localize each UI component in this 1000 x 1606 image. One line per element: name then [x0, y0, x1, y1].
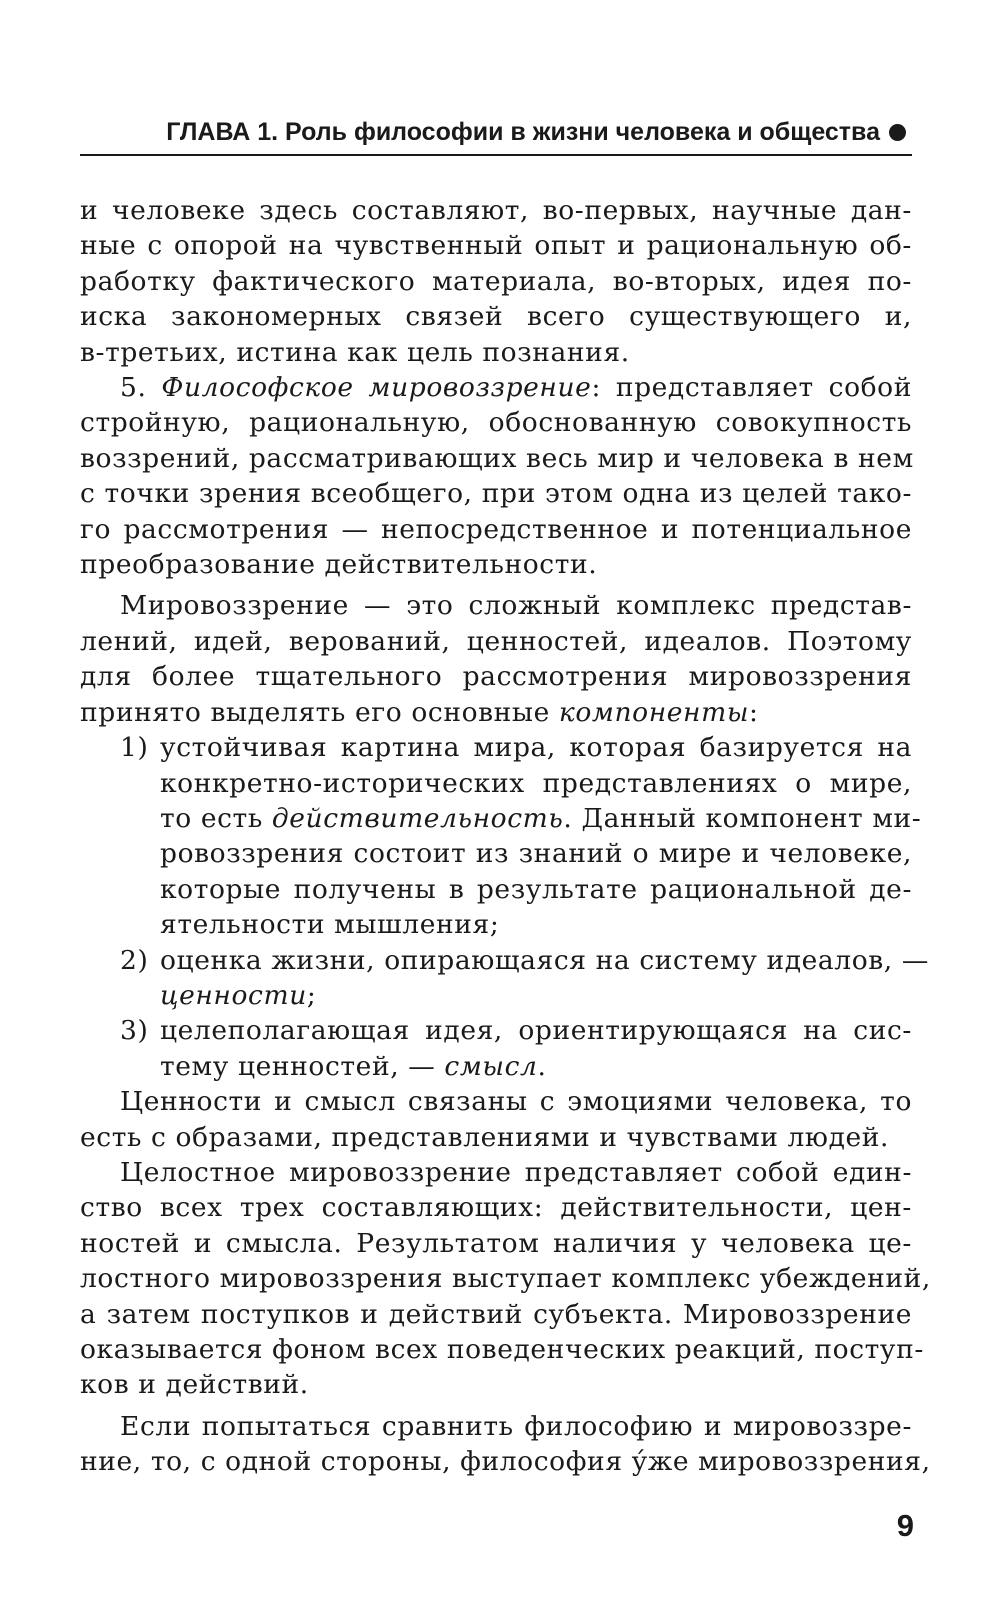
paragraph	[80, 1409, 931, 1480]
paragraph	[80, 370, 912, 582]
text-line	[80, 695, 912, 730]
text-line: ние, то, с одной стороны, философия у́же мировоззрения,	[80, 1446, 931, 1478]
text-line	[80, 801, 922, 836]
text-line	[80, 1049, 912, 1084]
text-line: Целостное мировоззрение представляет собой един-	[120, 1156, 912, 1188]
paragraph	[80, 588, 912, 730]
term-reality: действительность	[271, 802, 564, 834]
text-line: целеполагающая идея, ориентирующаяся на сис-	[160, 1015, 912, 1047]
text-line: и человеке здесь составляют, во-первых, научные дан-	[80, 195, 912, 226]
text-line: ство всех трех составляющих: действительности, цен-	[80, 1192, 912, 1224]
list-number: 1)	[120, 732, 149, 764]
text-line: ков и действий.	[80, 1369, 309, 1401]
text-line: в-третьих, истина как цель познания.	[80, 336, 630, 368]
term-meaning: смысл	[444, 1050, 538, 1082]
text-line: оценка жизни, опирающаяся на систему идеалов, —	[160, 944, 929, 976]
text-run: ;	[306, 979, 317, 1011]
text-line: конкретно-исторических представлениях о мире,	[160, 767, 912, 799]
text-line: Ценности и смысл связаны с эмоциями человека, то	[120, 1086, 912, 1118]
item-number: 5.	[120, 372, 162, 404]
paragraph	[80, 1155, 931, 1403]
chapter-title: ГЛАВА 1. Роль философии в жизни человека и общества	[166, 118, 880, 146]
text-line: преобразование действительности.	[80, 549, 598, 581]
list-number: 2)	[120, 944, 149, 976]
bullet-dot-icon	[889, 124, 906, 141]
text-line: лений, идей, верований, ценностей, идеалов. Поэтому	[80, 625, 912, 657]
text-line: ятельности мышления;	[160, 909, 500, 941]
term-philosophical-worldview: Философское мировоззрение	[161, 372, 592, 404]
text-line: иска закономерных связей всего существующего и,	[80, 301, 912, 333]
list-number: 3)	[120, 1015, 149, 1047]
term-components: компоненты	[558, 696, 749, 728]
text-line	[80, 978, 912, 1013]
text-line: с точки зрения всеобщего, при этом одна из целей тако-	[80, 478, 912, 510]
text-line: оказывается фоном всех поведенческих реакций, поступ-	[80, 1334, 924, 1365]
list-item	[80, 1013, 912, 1084]
running-header	[80, 110, 912, 156]
text-line: ностей и смысла. Результатом наличия у человека це-	[80, 1227, 912, 1259]
text-line: для более тщательного рассмотрения мировоззрения	[80, 661, 912, 693]
page-number: 9	[896, 1508, 914, 1543]
text-line: а затем поступков и действий субъекта. Мировоззрение	[80, 1298, 912, 1330]
text-line: го рассмотрения — непосредственное и потенциальное	[80, 513, 912, 545]
text-line: работку фактического материала, во-вторых, идея по-	[80, 265, 912, 297]
text-line: стройную, рациональную, обоснованную совокупность	[80, 407, 912, 439]
list-item	[80, 943, 929, 1014]
text-line: Мировоззрение — это сложный комплекс представ-	[120, 590, 912, 622]
paragraph	[80, 1084, 912, 1155]
term-values: ценности	[160, 979, 307, 1011]
text-line: лостного мировоззрения выступает комплекс убеждений,	[80, 1263, 931, 1295]
text-line: есть с образами, представлениями и чувствами людей.	[80, 1121, 890, 1153]
text-run: .	[537, 1050, 547, 1082]
text-run: то есть	[160, 802, 272, 834]
page-body	[80, 193, 931, 1480]
text-run: . Данный компонент ми-	[563, 802, 922, 834]
text-run: : представляет собой	[591, 372, 912, 404]
text-run: тему ценностей, —	[160, 1050, 445, 1082]
text-line: Если попытаться сравнить философию и мировоззре-	[120, 1410, 912, 1442]
text-line: которые получены в результате рациональной де-	[160, 873, 912, 905]
list-item	[80, 730, 922, 942]
text-line: ные с опорой на чувственный опыт и рациональную об-	[80, 230, 912, 262]
text-run: принято выделять его основные	[80, 696, 559, 728]
text-line: воззрений, рассматривающих весь мир и человека в нем	[80, 442, 914, 474]
text-line	[80, 370, 912, 405]
text-line: устойчивая картина мира, которая базируется на	[160, 732, 912, 764]
text-line: ровоззрения состоит из знаний о мире и человеке,	[160, 838, 912, 870]
paragraph	[80, 193, 912, 370]
text-run: :	[749, 696, 759, 728]
